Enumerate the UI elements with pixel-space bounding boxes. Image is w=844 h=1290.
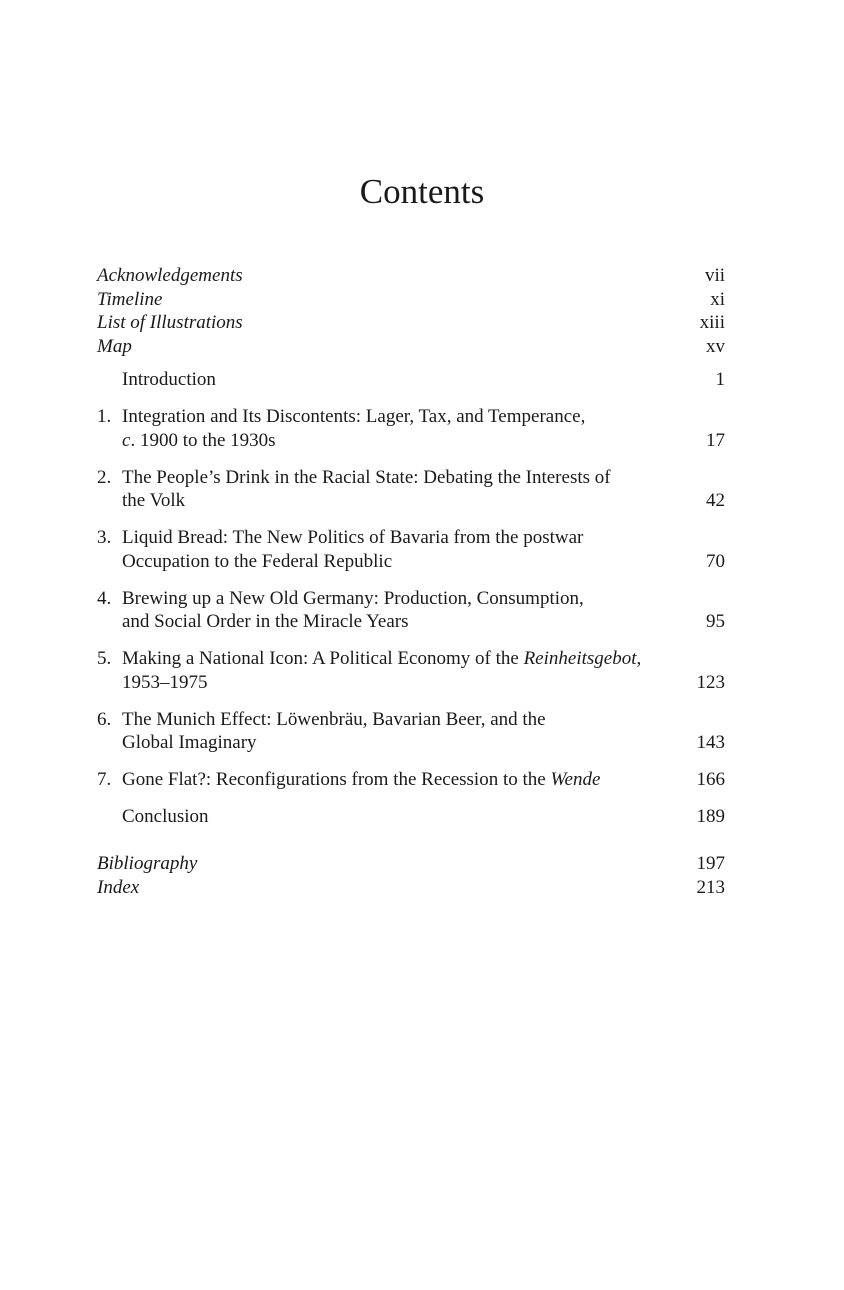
- chapter-title: The Munich Effect: Löwenbräu, Bavarian Beer, and the Global Imaginary: [122, 708, 546, 753]
- chapter-title: Liquid Bread: The New Politics of Bavaria from the postwar Occupation to the Federal Republic: [122, 527, 584, 572]
- toc-page-number: 1: [715, 369, 725, 390]
- toc-page-number: 197: [696, 853, 725, 874]
- toc-page-number: xv: [706, 335, 725, 357]
- chapter-title: Integration and Its Discontents: Lager, Tax, and Temperance, c. 1900 to the 1930s: [122, 406, 586, 451]
- toc-entry-conclusion[interactable]: [97, 805, 725, 829]
- toc-page-number: xiii: [699, 312, 725, 333]
- toc-page-number: xi: [710, 288, 725, 310]
- toc-page-number: 213: [696, 876, 725, 898]
- toc-page-number: 143: [696, 732, 725, 753]
- toc-page-number: 166: [696, 769, 725, 790]
- chapter-number: 1.: [97, 406, 112, 427]
- toc-label: Timeline: [97, 288, 163, 310]
- chapter-number: 3.: [97, 527, 112, 548]
- chapter-title: The People’s Drink in the Racial State: Debating the Interests of the Volk: [122, 466, 611, 511]
- chapter-number: 6.: [97, 708, 112, 730]
- toc-entry-acknowledgements[interactable]: [97, 264, 725, 288]
- toc-label: Bibliography: [97, 853, 198, 874]
- toc-page-number: 70: [706, 550, 725, 572]
- toc-page-number: 95: [706, 611, 725, 632]
- chapter-title: Brewing up a New Old Germany: Production, Consumption, and Social Order in the Miracle Years: [122, 587, 584, 632]
- chapter-title: Conclusion: [122, 806, 209, 827]
- page-title: Contents: [359, 172, 485, 212]
- chapter-number: 4.: [97, 587, 112, 609]
- chapter-number: 7.: [97, 769, 112, 790]
- toc-entry-timeline[interactable]: [97, 288, 725, 312]
- chapter-title: Making a National Icon: A Political Economy of the Reinheitsgebot, 1953–1975: [122, 648, 642, 693]
- toc-entry-index[interactable]: [97, 876, 725, 900]
- toc-entry-chapter-6[interactable]: [97, 708, 725, 755]
- chapter-list: [97, 368, 725, 842]
- toc-label: Map: [97, 335, 132, 357]
- toc-entry-list-of-illustrations[interactable]: [97, 311, 725, 335]
- toc-page-number: vii: [704, 265, 725, 286]
- toc-entry-bibliography[interactable]: [97, 852, 725, 876]
- toc-entry-map[interactable]: [97, 335, 725, 359]
- back-matter-list: [97, 852, 725, 899]
- chapter-number: 5.: [97, 648, 112, 669]
- toc-label: Acknowledgements: [97, 265, 243, 286]
- toc-entry-chapter-2[interactable]: [97, 466, 725, 513]
- chapter-title: Introduction: [122, 369, 216, 390]
- toc-label: List of Illustrations: [97, 312, 243, 333]
- toc-page-number: 123: [696, 671, 725, 693]
- toc-page-number: 17: [706, 429, 725, 451]
- toc-entry-chapter-1[interactable]: [97, 405, 725, 452]
- toc-entry-chapter-4[interactable]: [97, 587, 725, 634]
- toc-label: Index: [97, 876, 140, 898]
- toc-entry-introduction[interactable]: [97, 368, 725, 392]
- toc-page-number: 42: [706, 490, 725, 511]
- toc-entry-chapter-5[interactable]: [97, 647, 725, 694]
- toc-entry-chapter-3[interactable]: [97, 526, 725, 573]
- toc-entry-chapter-7[interactable]: [97, 768, 725, 792]
- chapter-number: 2.: [97, 466, 112, 488]
- front-matter-list: [97, 264, 725, 358]
- toc-page-number: 189: [696, 806, 725, 827]
- chapter-title: Gone Flat?: Reconfigurations from the Recession to the Wende: [122, 769, 601, 790]
